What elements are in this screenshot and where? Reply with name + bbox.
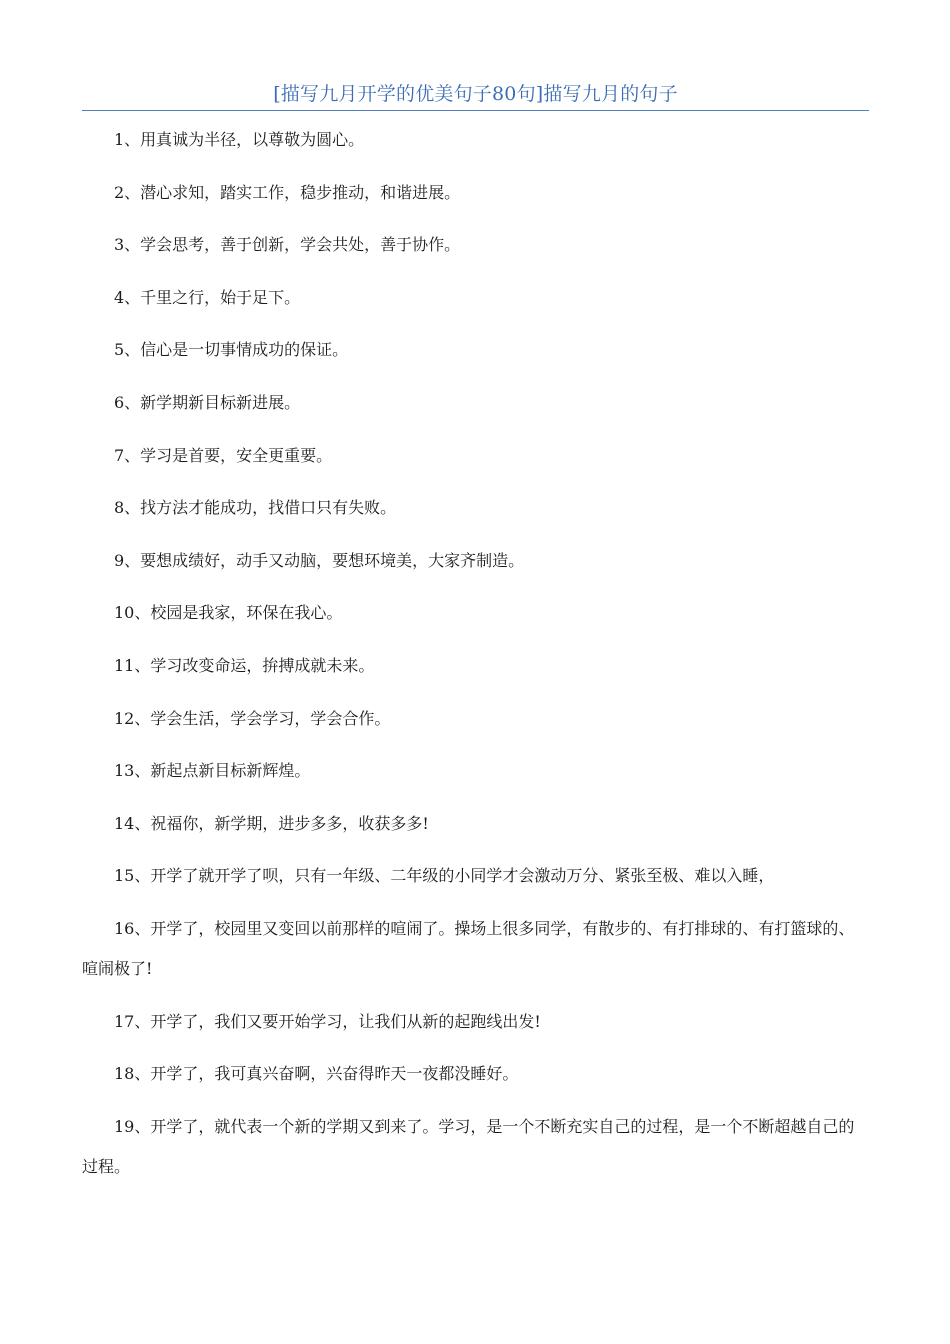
- paragraph: 10、校园是我家，环保在我心。: [114, 603, 343, 623]
- paragraph: 17、开学了，我们又要开始学习，让我们从新的起跑线出发!: [114, 1011, 541, 1031]
- paragraph: 12、学会生活，学会学习，学会合作。: [114, 708, 391, 728]
- paragraph: 7、学习是首要，安全更重要。: [114, 445, 333, 465]
- paragraph: 2、潜心求知，踏实工作，稳步推动，和谐进展。: [114, 182, 461, 202]
- paragraph: 13、新起点新目标新辉煌。: [114, 761, 311, 781]
- paragraph: 4、千里之行，始于足下。: [114, 287, 301, 307]
- paragraph: 16、开学了，校园里又变回以前那样的喧闹了。操场上很多同学，有散步的、有打排球的、有打篮球的、喧闹极了!: [82, 918, 855, 978]
- paragraph: 11、学习改变命运，拚搏成就未来。: [114, 655, 375, 675]
- paragraph: 3、学会思考，善于创新，学会共处，善于协作。: [114, 235, 461, 255]
- paragraph: 14、祝福你，新学期，进步多多，收获多多!: [114, 813, 429, 833]
- paragraph: 6、新学期新目标新进展。: [114, 392, 301, 412]
- document-body: [82, 120, 862, 1199]
- header-title: [描写九月开学的优美句子80句]描写九月的句子: [273, 83, 678, 105]
- paragraph: 18、开学了，我可真兴奋啊，兴奋得昨天一夜都没睡好。: [114, 1064, 519, 1084]
- paragraph: 19、开学了，就代表一个新的学期又到来了。学习，是一个不断充实自己的过程，是一个不断超越自己的过程。: [82, 1116, 855, 1176]
- paragraph: 8、找方法才能成功，找借口只有失败。: [114, 498, 397, 518]
- paragraph: 15、开学了就开学了呗，只有一年级、二年级的小同学才会激动万分、紧张至极、难以入睡，: [114, 866, 775, 886]
- paragraph: 5、信心是一切事情成功的保证。: [114, 340, 349, 360]
- paragraph: 9、要想成绩好，动手又动脑，要想环境美，大家齐制造。: [114, 550, 525, 570]
- page-header: [82, 80, 869, 111]
- paragraph: 1、用真诚为半径，以尊敬为圆心。: [114, 130, 365, 149]
